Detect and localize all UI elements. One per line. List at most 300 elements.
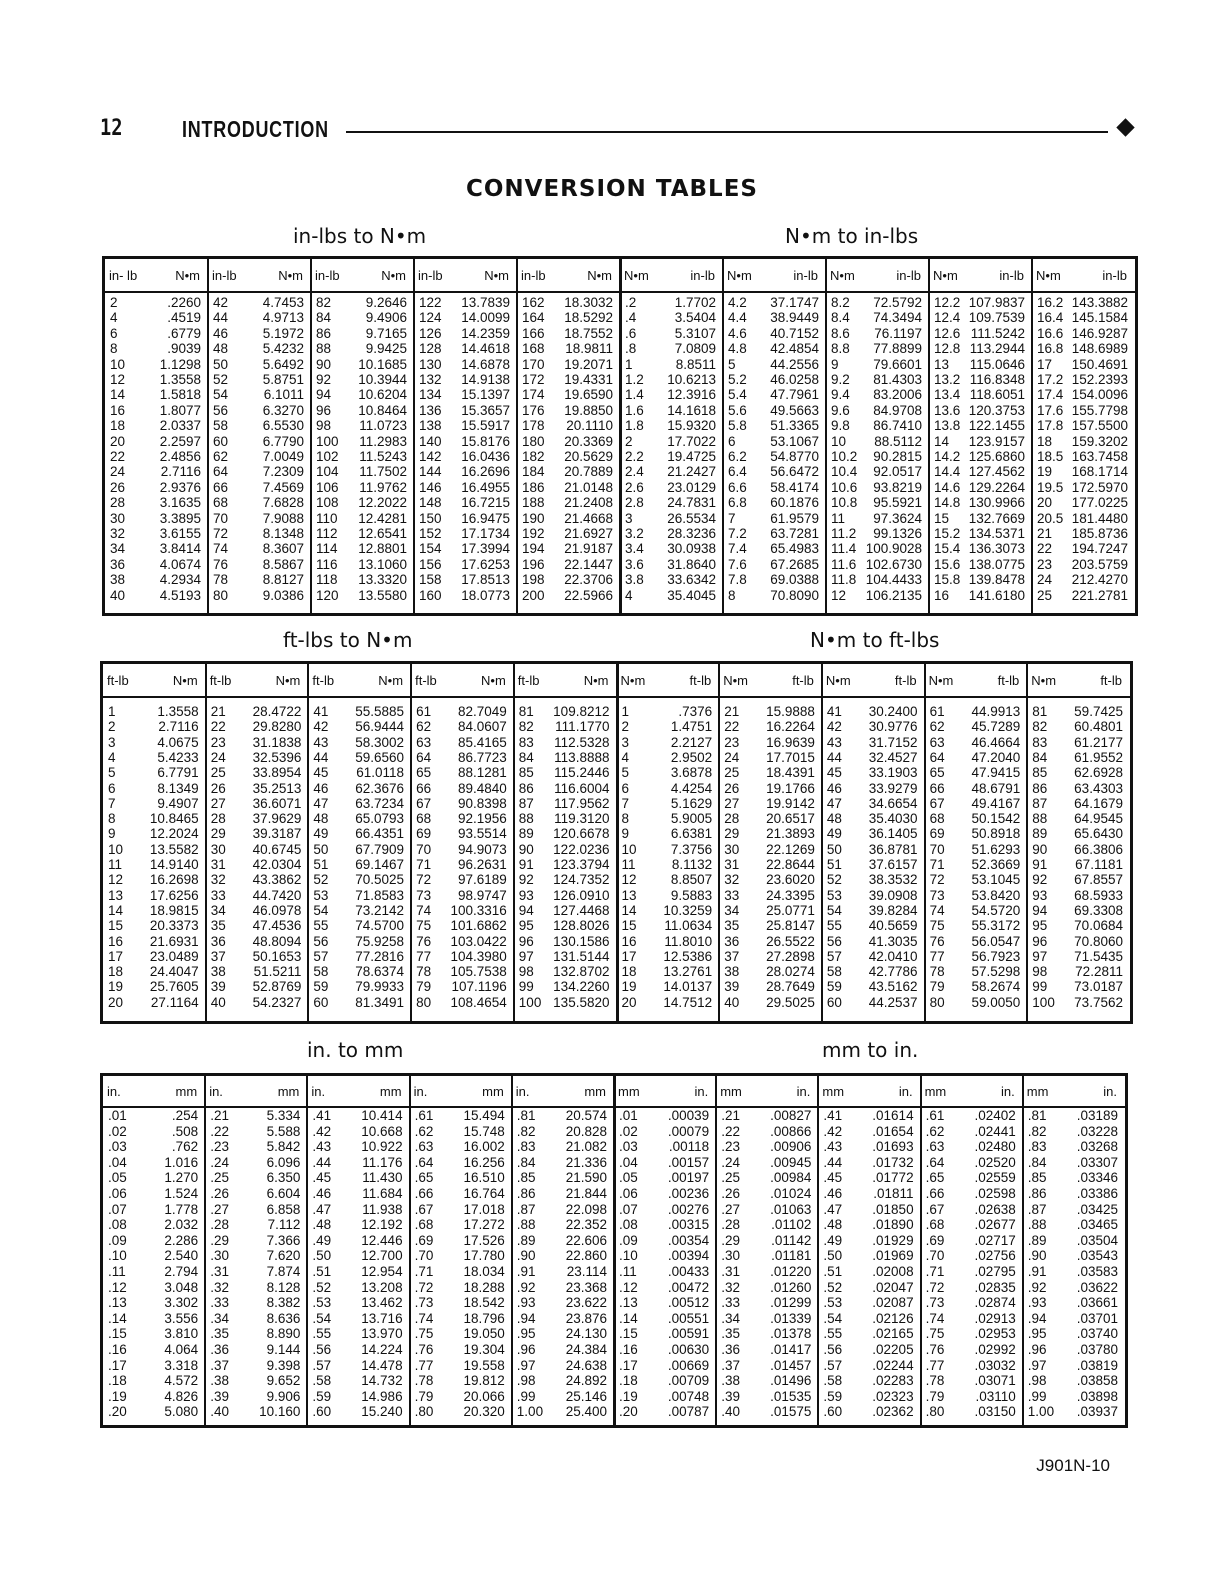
converted-value: 5.6492 <box>262 356 304 372</box>
converted-value: 78.6374 <box>355 964 405 980</box>
input-value: 26 <box>210 780 226 796</box>
table-row <box>724 872 815 887</box>
converted-value: 68.5933 <box>1074 887 1123 903</box>
converted-value: 14.4618 <box>461 341 510 357</box>
converted-value: 13.716 <box>361 1310 403 1326</box>
table-row <box>1028 1108 1118 1123</box>
table-row <box>926 1248 1016 1263</box>
table-row <box>1037 464 1128 479</box>
input-value: .44 <box>823 1154 843 1170</box>
converted-value: 54.8770 <box>770 449 819 464</box>
input-value: 2.2 <box>625 449 644 464</box>
converted-value: 16.7215 <box>461 495 510 511</box>
converted-value: 84.9708 <box>873 402 922 418</box>
table-row <box>419 449 510 464</box>
header-cell <box>512 1076 614 1106</box>
input-value: 32 <box>210 872 226 888</box>
converted-value: 37.6157 <box>868 857 918 872</box>
input-value: 20 <box>621 994 637 1010</box>
converted-value: 93.5514 <box>457 826 507 842</box>
table-row <box>934 434 1025 449</box>
input-value: 42 <box>826 719 842 735</box>
header-cell <box>929 259 1032 291</box>
input-value: 12.6 <box>934 325 961 341</box>
converted-value: 122.1455 <box>968 418 1025 434</box>
input-value: .11 <box>619 1264 637 1279</box>
converted-value: 3.6155 <box>159 526 201 541</box>
table-row <box>108 1311 198 1326</box>
table-row <box>619 1202 709 1217</box>
table-row <box>313 857 404 872</box>
table-row <box>416 857 507 872</box>
input-value: .43 <box>312 1139 332 1155</box>
input-value: 62 <box>213 449 229 464</box>
converted-value: 29.8280 <box>252 719 302 735</box>
table-column <box>108 704 199 1017</box>
converted-value: 73.2142 <box>355 902 405 918</box>
converted-value: .02323 <box>872 1388 914 1404</box>
input-value: .17 <box>108 1357 127 1373</box>
table-row <box>108 964 199 979</box>
input-value: 93 <box>518 887 534 903</box>
converted-value: 12.4281 <box>358 510 407 526</box>
converted-value: 58.4174 <box>770 479 819 495</box>
converted-value: 111.5242 <box>970 325 1025 341</box>
converted-value: 17.780 <box>463 1248 505 1264</box>
input-value: .73 <box>925 1295 945 1311</box>
converted-value: 1.5818 <box>159 387 201 403</box>
converted-value: .03661 <box>1076 1295 1118 1311</box>
table-row <box>926 1155 1016 1170</box>
input-value: 6 <box>108 780 116 796</box>
table-row <box>211 872 302 887</box>
converted-value: 12.2024 <box>149 826 199 842</box>
input-value: .97 <box>516 1357 536 1373</box>
table-row <box>728 295 819 310</box>
input-value: 170 <box>522 356 545 372</box>
table-row <box>1028 1155 1118 1170</box>
input-value: 12 <box>108 872 124 888</box>
table-row <box>827 979 918 994</box>
input-value: .52 <box>312 1279 332 1295</box>
converted-value: 63.7234 <box>355 795 405 811</box>
table-row <box>1028 1404 1118 1419</box>
input-value: 19 <box>621 979 637 995</box>
table-row <box>108 1264 198 1279</box>
table-row <box>211 964 302 979</box>
table-row <box>622 765 713 780</box>
input-value: 69 <box>416 826 432 842</box>
table-row <box>728 403 819 418</box>
table-row <box>110 588 201 603</box>
converted-value: 12.446 <box>361 1232 403 1248</box>
table-row <box>416 918 507 933</box>
table-row <box>827 918 918 933</box>
input-value: 38 <box>210 964 226 980</box>
converted-value: 84.0607 <box>457 719 507 735</box>
converted-value: 17.018 <box>463 1201 505 1217</box>
table-row <box>312 1358 402 1373</box>
table-row <box>522 326 613 341</box>
converted-value: 19.9142 <box>766 795 815 811</box>
converted-value: 47.9415 <box>971 765 1021 781</box>
table-row <box>211 979 302 994</box>
header-label: mm <box>175 1083 198 1099</box>
table-row <box>721 1342 811 1357</box>
input-value: .23 <box>210 1139 229 1155</box>
input-value: 33 <box>210 887 226 903</box>
table-row <box>110 387 201 402</box>
converted-value: 5.9005 <box>670 811 713 827</box>
converted-value: 9.906 <box>266 1388 301 1404</box>
column-divider <box>513 664 515 1021</box>
header-cell <box>826 259 929 291</box>
table-column <box>522 295 613 609</box>
converted-value: 92.0517 <box>873 464 922 480</box>
input-value: 76 <box>213 556 229 572</box>
converted-value: 18.9811 <box>565 341 613 357</box>
converted-value: 25.8147 <box>766 918 815 934</box>
input-value: 8 <box>110 341 118 357</box>
table-row <box>312 1404 402 1419</box>
converted-value: 163.7458 <box>1071 449 1128 464</box>
converted-value: 6.096 <box>266 1154 301 1170</box>
input-value: 50 <box>213 356 229 372</box>
converted-value: 43.5162 <box>868 979 918 995</box>
converted-value: 69.0388 <box>770 572 819 588</box>
input-value: 53 <box>826 887 842 903</box>
converted-value: .00276 <box>667 1201 710 1217</box>
table-row <box>108 1404 198 1419</box>
input-value: 11 <box>621 857 636 872</box>
table-row <box>517 1295 607 1310</box>
table-row <box>415 1373 505 1388</box>
converted-value: 22.1447 <box>564 556 613 572</box>
input-value: 70 <box>213 510 229 526</box>
converted-value: 12.6541 <box>358 526 407 541</box>
table-row <box>519 857 610 872</box>
input-value: 100 <box>1032 994 1055 1010</box>
table-row <box>108 1248 198 1263</box>
converted-value: 21.590 <box>565 1170 607 1186</box>
input-value: 142 <box>419 449 442 464</box>
table-row <box>519 765 610 780</box>
converted-value: 17.8513 <box>461 572 510 588</box>
converted-value: 74.3494 <box>873 310 922 326</box>
input-value: 7.4 <box>728 541 747 557</box>
table-row <box>622 811 713 826</box>
input-value: .35 <box>210 1326 229 1342</box>
input-value: 76 <box>416 933 432 949</box>
table-row <box>934 387 1025 402</box>
table-row <box>619 1404 709 1419</box>
converted-value: .00591 <box>667 1326 710 1342</box>
converted-value: 85.4165 <box>457 734 507 750</box>
input-value: 36 <box>110 556 126 572</box>
table-row <box>108 857 199 872</box>
input-value: 82 <box>316 295 332 310</box>
table-row <box>831 572 922 587</box>
converted-value: 14.2359 <box>461 325 510 341</box>
column-divider <box>924 664 926 1021</box>
input-value: 188 <box>522 495 545 511</box>
converted-value: 134.2260 <box>553 979 610 995</box>
header-label: mm <box>1026 1083 1049 1099</box>
input-value: 11 <box>831 510 846 526</box>
table-row <box>519 903 610 918</box>
table-row <box>823 1326 913 1341</box>
table-row <box>211 918 302 933</box>
table-row <box>1028 1217 1118 1232</box>
table-row <box>110 434 201 449</box>
converted-value: .02441 <box>974 1123 1016 1139</box>
table-row <box>625 480 716 495</box>
table-row <box>210 1217 300 1232</box>
table-row <box>930 842 1021 857</box>
table-title-in-to-mm: in. to mm <box>307 1038 404 1062</box>
table-row <box>926 1358 1016 1373</box>
table-row <box>419 310 510 325</box>
converted-value: 30.9776 <box>868 719 918 735</box>
header-label: N•m <box>175 267 200 283</box>
converted-value: 17.7015 <box>766 749 815 765</box>
converted-value: 24.3395 <box>766 887 815 903</box>
table-row <box>419 495 510 510</box>
table-row <box>831 526 922 541</box>
converted-value: 35.4045 <box>667 587 716 603</box>
table-row <box>415 1155 505 1170</box>
input-value: 63 <box>416 734 432 750</box>
converted-value: 102.6730 <box>865 556 922 572</box>
converted-value: 20.1110 <box>566 418 613 434</box>
table-row <box>721 1326 811 1341</box>
input-value: .73 <box>414 1295 434 1311</box>
table-row <box>728 557 819 572</box>
table-row <box>721 1389 811 1404</box>
converted-value: 24.130 <box>565 1326 607 1342</box>
input-value: .78 <box>414 1373 434 1389</box>
input-value: .28 <box>721 1217 740 1233</box>
table-row <box>625 495 716 510</box>
column-divider <box>613 1076 616 1425</box>
table-row <box>622 857 713 872</box>
input-value: .18 <box>108 1373 127 1389</box>
table-row <box>519 750 610 765</box>
table-column <box>721 1108 811 1421</box>
table-row <box>619 1139 709 1154</box>
table-row <box>522 464 613 479</box>
converted-value: 62.3676 <box>355 780 405 796</box>
input-value: .10 <box>108 1248 127 1264</box>
table-row <box>517 1108 607 1123</box>
converted-value: .02047 <box>872 1279 914 1295</box>
table-row <box>721 1139 811 1154</box>
converted-value: 132.7669 <box>968 510 1025 526</box>
converted-value: 53.1045 <box>971 872 1021 888</box>
input-value: 8.6 <box>831 325 850 341</box>
converted-value: 99.1326 <box>873 526 922 541</box>
table-row <box>415 1248 505 1263</box>
input-value: 13 <box>621 887 637 903</box>
converted-value: 36.8781 <box>868 841 918 857</box>
input-value: .80 <box>414 1404 434 1420</box>
input-value: .20 <box>108 1404 127 1420</box>
table-row <box>1037 403 1128 418</box>
converted-value: 124.7352 <box>553 872 610 888</box>
converted-value: 63.7281 <box>770 526 819 541</box>
table-row <box>1032 704 1123 719</box>
input-value: 5.4 <box>728 387 747 403</box>
input-value: 60 <box>313 994 329 1010</box>
converted-value: .01260 <box>770 1279 812 1295</box>
converted-value: 33.1903 <box>868 765 918 781</box>
table-row <box>926 1202 1016 1217</box>
input-value: .67 <box>925 1201 945 1217</box>
converted-value: .02283 <box>872 1373 914 1389</box>
table-row <box>625 557 716 572</box>
table-row <box>416 750 507 765</box>
converted-value: 127.4468 <box>553 902 610 918</box>
header-label: mm <box>924 1083 947 1099</box>
converted-value: 18.0773 <box>461 587 510 603</box>
converted-value: 4.2934 <box>159 572 201 588</box>
converted-value: 88.5112 <box>874 433 922 449</box>
input-value: 110 <box>316 510 338 526</box>
column-divider <box>920 1076 922 1425</box>
table-row <box>416 979 507 994</box>
table-row <box>926 1342 1016 1357</box>
converted-value: 9.4906 <box>365 310 407 326</box>
converted-value: 70.0684 <box>1074 918 1123 934</box>
input-value: 4 <box>110 310 118 326</box>
table-row <box>522 572 613 587</box>
table-row <box>622 918 713 933</box>
table-row <box>108 826 199 841</box>
converted-value: 100.9028 <box>865 541 922 557</box>
table-row <box>108 888 199 903</box>
converted-value: 8.636 <box>266 1310 301 1326</box>
converted-value: .02874 <box>974 1295 1016 1311</box>
table-row <box>926 1139 1016 1154</box>
table-title-ftlbs-to-nm: ft-lbs to N•m <box>283 628 413 652</box>
input-value: 10.6 <box>831 479 858 495</box>
converted-value: .01654 <box>872 1123 914 1139</box>
converted-value: 56.6472 <box>770 464 819 480</box>
input-value: 90 <box>1032 841 1048 857</box>
table-row <box>108 934 199 949</box>
converted-value: 40.6745 <box>252 841 302 857</box>
converted-value: 5.3107 <box>674 325 716 341</box>
table-row <box>316 557 407 572</box>
table-row <box>213 403 304 418</box>
input-value: .31 <box>210 1264 229 1279</box>
input-value: .75 <box>414 1326 434 1342</box>
table-row <box>827 811 918 826</box>
column-divider <box>718 664 720 1021</box>
input-value: 96 <box>316 402 332 418</box>
converted-value: 26.5534 <box>667 510 716 526</box>
input-value: .54 <box>823 1310 843 1326</box>
input-value: .95 <box>1027 1326 1047 1342</box>
table-row <box>728 326 819 341</box>
table-row <box>415 1280 505 1295</box>
input-value: 9.4 <box>831 387 850 403</box>
converted-value: 136.3073 <box>968 541 1025 557</box>
table-row <box>316 480 407 495</box>
converted-value: .00945 <box>770 1154 812 1170</box>
input-value: 1.6 <box>625 402 644 418</box>
input-value: .80 <box>925 1404 945 1420</box>
table-row <box>415 1170 505 1185</box>
input-value: 99 <box>518 979 534 995</box>
table-row <box>416 735 507 750</box>
input-value: 48 <box>313 811 329 827</box>
table-row <box>213 310 304 325</box>
table-row <box>108 979 199 994</box>
converted-value: .01693 <box>872 1139 914 1155</box>
table-row <box>313 842 404 857</box>
table-row <box>831 372 922 387</box>
table-row <box>728 588 819 603</box>
table-row <box>522 434 613 449</box>
converted-value: 58.2674 <box>971 979 1021 995</box>
header-cell <box>105 259 208 291</box>
table-row <box>1028 1311 1118 1326</box>
input-value: 186 <box>522 479 545 495</box>
header-cell <box>1027 664 1130 696</box>
table-row <box>210 1389 300 1404</box>
table-row <box>210 1373 300 1388</box>
table-row <box>419 418 510 433</box>
converted-value: 11.7502 <box>359 464 407 480</box>
input-value: 20 <box>1037 495 1053 511</box>
table-row <box>823 1358 913 1373</box>
input-value: 1.4 <box>625 387 644 403</box>
converted-value: .03780 <box>1076 1342 1118 1357</box>
input-value: .16 <box>619 1342 638 1357</box>
converted-value: 3.318 <box>164 1357 199 1373</box>
converted-value: 39.0908 <box>868 887 918 903</box>
converted-value: 79.9933 <box>355 979 405 995</box>
table-row <box>1032 811 1123 826</box>
input-value: .92 <box>516 1279 536 1295</box>
converted-value: 9.2646 <box>365 295 407 310</box>
table-column <box>823 1108 913 1421</box>
converted-value: 48.6791 <box>971 780 1021 796</box>
converted-value: 97.3624 <box>873 510 922 526</box>
input-value: 18.5 <box>1037 449 1064 464</box>
table-row <box>728 434 819 449</box>
converted-value: 128.8026 <box>553 918 610 934</box>
input-value: 54 <box>826 902 842 918</box>
converted-value: 16.9475 <box>461 510 510 526</box>
converted-value: 50.1542 <box>971 811 1021 827</box>
input-value: 4 <box>108 749 116 765</box>
converted-value: 157.5500 <box>1071 418 1128 434</box>
table-row <box>110 372 201 387</box>
converted-value: 27.2898 <box>766 948 815 964</box>
converted-value: 37.9629 <box>252 811 302 827</box>
page-title: CONVERSION TABLES <box>465 176 758 202</box>
table-row <box>619 1248 709 1263</box>
input-value: 80 <box>416 994 432 1010</box>
converted-value: 92.1956 <box>457 811 507 827</box>
table-row <box>316 357 407 372</box>
converted-value: 117.9562 <box>554 795 610 811</box>
table-row <box>831 341 922 356</box>
converted-value: 32.4527 <box>868 749 918 765</box>
input-value: .05 <box>108 1170 127 1186</box>
